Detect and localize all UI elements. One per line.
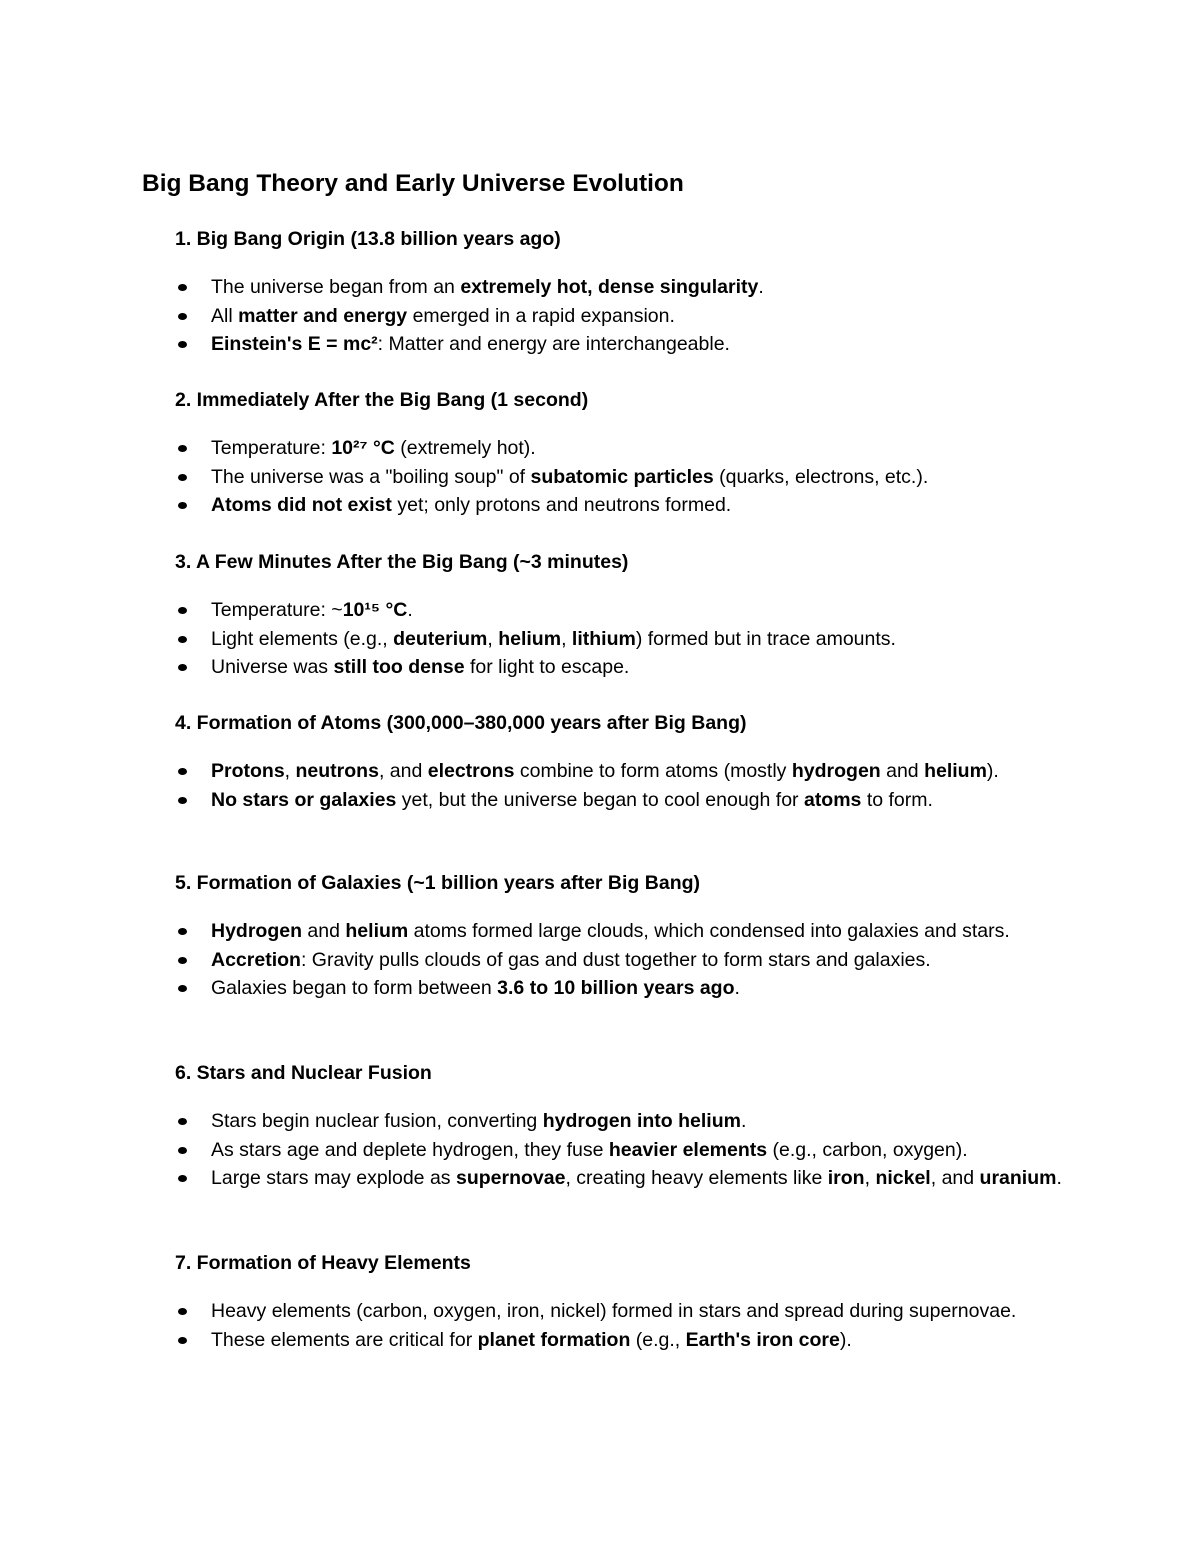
bold-text: 3.6 to 10 billion years ago	[497, 977, 735, 999]
bullet-dot-icon	[178, 1175, 187, 1182]
bold-text: subatomic particles	[530, 465, 714, 488]
bold-text: helium	[345, 920, 409, 942]
text-segment: , and	[930, 1167, 980, 1189]
text-segment: .	[407, 599, 413, 621]
text-segment: The universe began from an	[211, 276, 461, 298]
bold-text: hydrogen into helium	[542, 1110, 741, 1132]
bullet-item	[175, 1326, 1065, 1355]
text-segment: .	[1056, 1167, 1062, 1189]
text-segment: (e.g., carbon, oxygen).	[767, 1138, 968, 1161]
section-6	[175, 1059, 1065, 1193]
bold-text: atoms	[803, 788, 862, 811]
bold-text: Accretion	[211, 948, 301, 971]
bullet-list	[175, 434, 1065, 520]
bullet-dot-icon	[178, 636, 187, 643]
bullet-dot-icon	[178, 664, 187, 671]
bold-text: helium	[924, 760, 987, 782]
bullet-list	[175, 596, 1065, 682]
document-title: Big Bang Theory and Early Universe Evolution	[142, 170, 684, 197]
bullet-item	[175, 653, 1065, 682]
bold-text: extremely hot, dense singularity	[460, 276, 759, 298]
section-heading: 2. Immediately After the Big Bang (1 second)	[175, 389, 589, 411]
text-segment: Universe was	[211, 656, 334, 678]
section-3	[175, 548, 1065, 682]
bullet-item	[175, 434, 1065, 463]
bullet-dot-icon	[178, 1308, 187, 1315]
bold-text: neutrons	[295, 760, 379, 782]
bullet-dot-icon	[178, 797, 187, 804]
bullet-list	[175, 1297, 1065, 1354]
text-segment: (e.g.,	[630, 1328, 686, 1351]
text-segment: : Matter and energy are interchangeable.	[377, 333, 730, 355]
bullet-dot-icon	[178, 607, 187, 614]
bold-text: deuterium	[393, 627, 488, 650]
bullet-item	[175, 596, 1065, 625]
bold-text: Hydrogen	[211, 920, 303, 942]
bullet-dot-icon	[178, 928, 187, 935]
text-segment: and	[302, 920, 346, 942]
bullet-item	[175, 946, 1065, 975]
bold-text: electrons	[427, 760, 515, 782]
bullet-dot-icon	[178, 1147, 187, 1154]
bold-text: uranium	[979, 1167, 1057, 1189]
text-segment: ) formed but in trace amounts.	[635, 627, 896, 650]
bullet-item	[175, 1136, 1065, 1165]
section-2	[175, 386, 1065, 520]
bullet-item	[175, 757, 1065, 786]
bold-text: still too dense	[333, 656, 465, 678]
text-segment: (extremely hot).	[394, 437, 536, 459]
text-segment: These elements are critical for	[211, 1328, 478, 1351]
bullet-list	[175, 1107, 1065, 1193]
bullet-item	[175, 786, 1065, 815]
bold-text: No stars or galaxies	[211, 788, 397, 811]
text-segment: yet, but the universe began to cool enough for	[396, 788, 804, 811]
text-segment: (quarks, electrons, etc.).	[713, 465, 929, 488]
bullet-dot-icon	[178, 313, 187, 320]
bold-text: iron	[827, 1167, 865, 1189]
bullet-item	[175, 302, 1065, 331]
bullet-dot-icon	[178, 341, 187, 348]
bullet-dot-icon	[178, 1118, 187, 1125]
section-heading: 1. Big Bang Origin (13.8 billion years ago)	[175, 228, 561, 250]
text-segment: : Gravity pulls clouds of gas and dust together to form stars and galaxies.	[300, 948, 931, 971]
section-1	[175, 225, 1065, 359]
section-heading: 3. A Few Minutes After the Big Bang (~3 minutes)	[175, 551, 629, 573]
bullet-item	[175, 625, 1065, 654]
bold-text: Earth's iron core	[685, 1328, 840, 1351]
bold-text: lithium	[571, 627, 636, 650]
text-segment: All	[211, 304, 239, 327]
bullet-dot-icon	[178, 957, 187, 964]
text-segment: , creating heavy elements like	[565, 1167, 828, 1189]
bullet-dot-icon	[178, 445, 187, 452]
bullet-list	[175, 917, 1065, 1003]
text-segment: ).	[986, 760, 999, 782]
text-segment: ).	[839, 1328, 852, 1351]
bullet-item	[175, 330, 1065, 359]
bold-text: planet formation	[477, 1328, 631, 1351]
bold-text: Atoms did not exist	[211, 494, 392, 516]
text-segment: Stars begin nuclear fusion, converting	[211, 1110, 543, 1132]
text-segment: Temperature: ~	[211, 599, 343, 621]
bold-text: heavier elements	[608, 1138, 768, 1161]
section-heading: 5. Formation of Galaxies (~1 billion years after Big Bang)	[175, 872, 701, 894]
text-segment: As stars age and deplete hydrogen, they fuse	[211, 1138, 609, 1161]
section-heading: 7. Formation of Heavy Elements	[175, 1252, 471, 1274]
text-segment: Light elements (e.g.,	[211, 627, 394, 650]
bold-text: 10¹⁵ °C	[342, 599, 408, 621]
bullet-item	[175, 974, 1065, 1003]
bullet-dot-icon	[178, 502, 187, 509]
bullet-list	[175, 757, 1065, 814]
section-heading: 4. Formation of Atoms (300,000–380,000 years after Big Bang)	[175, 712, 747, 734]
bullet-dot-icon	[178, 768, 187, 775]
bullet-dot-icon	[178, 985, 187, 992]
section-7	[175, 1249, 1065, 1354]
text-segment: .	[740, 1110, 747, 1132]
text-segment: .	[758, 276, 764, 298]
text-segment: ,	[284, 760, 296, 782]
text-segment: atoms formed large clouds, which condensed into galaxies and stars.	[408, 920, 1010, 942]
bullet-item	[175, 1164, 1065, 1193]
text-segment: ,	[864, 1167, 876, 1189]
text-segment: The universe was a "boiling soup" of	[211, 465, 531, 488]
text-segment: ,	[487, 627, 499, 650]
text-segment: Heavy elements (carbon, oxygen, iron, nickel) formed in stars and spread during supernovae.	[211, 1300, 1017, 1322]
text-segment: Large stars may explode as	[211, 1167, 456, 1189]
bullet-list	[175, 273, 1065, 359]
bullet-item	[175, 491, 1065, 520]
text-segment: for light to escape.	[464, 656, 630, 678]
text-segment: and	[880, 760, 925, 782]
text-segment: , and	[378, 760, 428, 782]
section-5	[175, 869, 1065, 1003]
bullet-dot-icon	[178, 1337, 187, 1344]
text-segment: to form.	[861, 788, 933, 811]
bold-text: 10²⁷ °C	[331, 437, 395, 459]
bullet-item	[175, 917, 1065, 946]
text-segment: emerged in a rapid expansion.	[407, 304, 675, 327]
section-heading: 6. Stars and Nuclear Fusion	[175, 1062, 432, 1084]
bold-text: matter and energy	[238, 304, 408, 327]
bold-text: helium	[498, 627, 562, 650]
bold-text: Einstein's E = mc²	[211, 333, 378, 355]
bold-text: Protons	[211, 760, 285, 782]
bullet-item	[175, 273, 1065, 302]
text-segment: combine to form atoms (mostly	[514, 760, 792, 782]
bullet-item	[175, 1107, 1065, 1136]
bullet-item	[175, 463, 1065, 492]
bold-text: nickel	[875, 1167, 931, 1189]
text-segment: .	[734, 977, 740, 999]
text-segment: ,	[561, 627, 572, 650]
bullet-item	[175, 1297, 1065, 1326]
bullet-dot-icon	[178, 284, 187, 291]
text-segment: Galaxies began to form between	[211, 977, 498, 999]
bold-text: supernovae	[455, 1167, 566, 1189]
text-segment: Temperature:	[211, 437, 332, 459]
section-4	[175, 709, 1065, 814]
text-segment: yet; only protons and neutrons formed.	[391, 494, 732, 516]
bullet-dot-icon	[178, 474, 187, 481]
bold-text: hydrogen	[791, 760, 881, 782]
